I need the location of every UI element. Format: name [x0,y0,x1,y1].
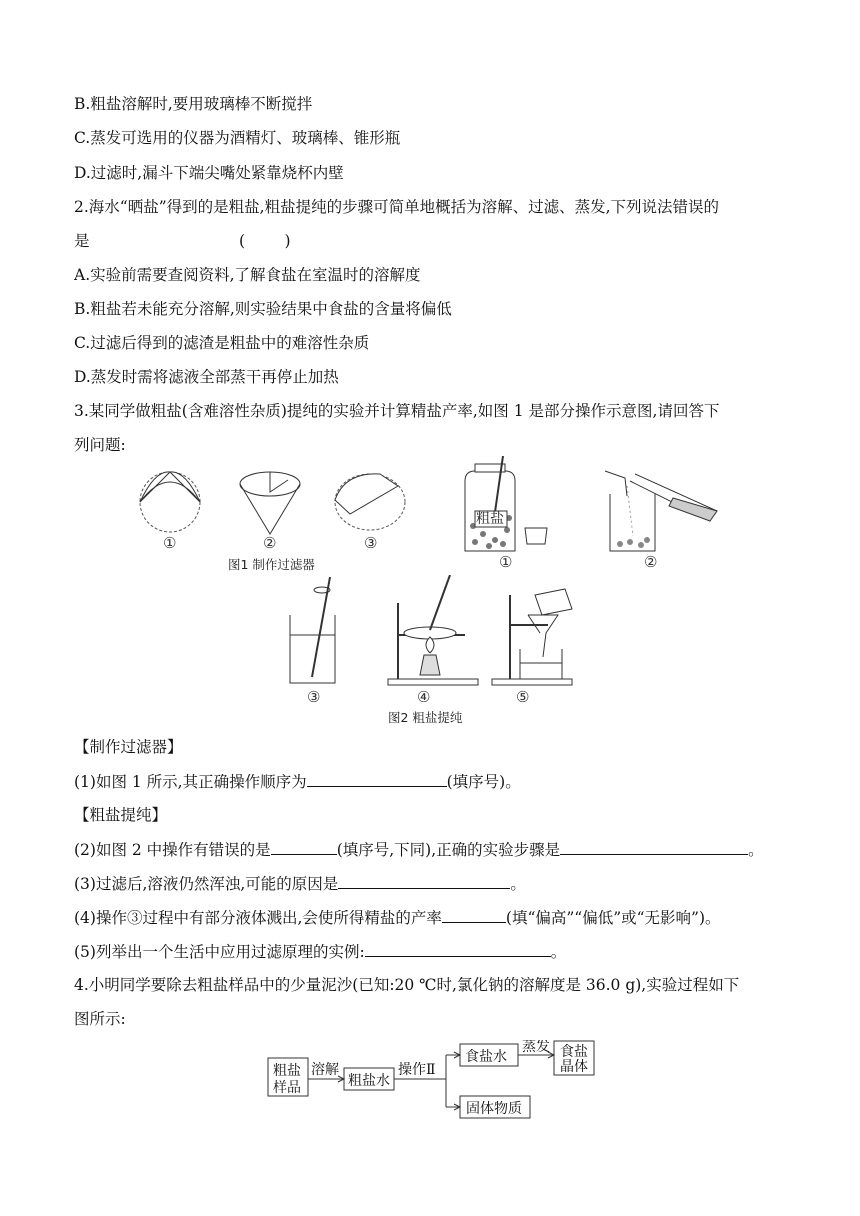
q3-part5-blank[interactable] [365,941,551,957]
q3-part1 [74,771,521,792]
filter-paper-step1 [140,472,200,532]
fig2-num-2: ② [644,553,658,571]
q3-part2-mid: (填序号,下同),正确的实验步骤是 [336,841,561,859]
figure2-top-row [455,456,735,556]
q3-part4 [74,907,721,928]
section-purify: 【粗盐提纯】 [74,806,168,824]
q3-part2-text: (2)如图 2 中操作有错误的是 [74,841,271,859]
reagent-jar [465,456,515,551]
fig1-caption: 图1 制作过滤器 [228,557,315,572]
q3-part2-blank2[interactable] [560,839,748,855]
beaker-pouring [605,471,717,551]
q3-part3-end: 。 [510,875,526,893]
evaporation-stand [388,575,478,685]
q3-part1-text: (1)如图 1 所示,其正确操作顺序为 [74,773,307,791]
flow-saltwater: 食盐水 [465,1049,507,1065]
q3-part1-hint: (填序号)。 [446,773,521,791]
q2-stem-line1: 2.海水“晒盐”得到的是粗盐,粗盐提纯的步骤可简单地概括为溶解、过滤、蒸发,下列说法错误的 [74,198,719,216]
q3-part5-end: 。 [550,943,567,961]
fig2-num-5: ⑤ [516,688,530,706]
q3-part1-blank[interactable] [307,771,447,787]
flow-crystal-1: 食盐 [560,1044,588,1060]
q2-option-b: B.粗盐若未能充分溶解,则实验结果中食盐的含量将偏低 [74,300,452,318]
figure2-bottom-row [280,575,580,690]
q3-part3-blank[interactable] [338,873,510,889]
q4-stem-line1: 4.小明同学要除去粗盐样品中的少量泥沙(已知:20 ℃时,氯化钠的溶解度是 36.0 g),实验过程如下 [74,976,740,994]
q3-part5 [74,941,566,962]
q3-stem-line2: 列问题: [74,436,126,454]
flow-crystal-2: 晶体 [560,1059,588,1075]
fig1-num-3: ③ [364,534,378,552]
q2-stem-end: 是 [74,232,90,250]
q3-part4-text: (4)操作③过程中有部分液体溅出,会使所得精盐的产率 [74,909,442,927]
q3-part3-text: (3)过滤后,溶液仍然浑浊,可能的原因是 [74,875,339,893]
q3-part4-blank[interactable] [442,907,506,923]
jar-label: 粗盐 [476,511,504,527]
q3-part5-text: (5)列举出一个生活中应用过滤原理的实例: [74,943,365,961]
filter-paper-step3 [335,474,405,530]
filtration-stand [492,589,572,685]
fig2-num-4: ④ [417,688,431,706]
beaker-stirring [290,577,335,683]
q3-part3 [74,873,526,894]
flow-evaporate: 蒸发 [522,1040,550,1055]
fig2-num-1: ① [499,553,513,571]
q1-option-b: B.粗盐溶解时,要用玻璃棒不断搅拌 [74,95,313,113]
fig2-caption: 图2 粗盐提纯 [388,710,463,725]
q2-option-d: D.蒸发时需将滤液全部蒸干再停止加热 [74,368,339,386]
q1-option-d: D.过滤时,漏斗下端尖嘴处紧靠烧杯内壁 [74,164,344,182]
flow-solid: 固体物质 [466,1101,522,1117]
q1-option-c: C.蒸发可选用的仪器为酒精灯、玻璃棒、锥形瓶 [74,129,401,147]
flow-brine: 粗盐水 [348,1073,390,1089]
fig1-num-2: ② [263,534,277,552]
q3-part2 [74,839,764,860]
fig2-num-3: ③ [307,688,321,706]
q2-option-a: A.实验前需要查阅资料,了解食盐在室温时的溶解度 [74,266,421,284]
jar-stopper [525,528,547,544]
q3-part4-hint: (填“偏高”“偏低”或“无影响”)。 [505,909,721,927]
q2-option-c: C.过滤后得到的滤渣是粗盐中的难溶性杂质 [74,334,370,352]
fig1-num-1: ① [163,534,177,552]
q2-stem-line2 [74,231,291,251]
flow-sample-2: 样品 [273,1080,301,1096]
flow-sample-1: 粗盐 [273,1063,301,1079]
filter-paper-step2 [240,472,300,534]
section-make-filter: 【制作过滤器】 [74,738,183,756]
flow-op2: 操作Ⅱ [398,1062,436,1078]
q2-answer-paren: ( ) [239,232,291,250]
q3-part2-end: 。 [748,841,764,859]
flow-dissolve: 溶解 [311,1062,339,1078]
q4-flow-diagram [266,1040,626,1126]
q3-part2-blank1[interactable] [271,839,337,855]
q4-stem-line2: 图所示: [74,1010,126,1028]
q3-stem-line1: 3.某同学做粗盐(含难溶性杂质)提纯的实验并计算精盐产率,如图 1 是部分操作示意图,请回答下 [74,402,720,420]
